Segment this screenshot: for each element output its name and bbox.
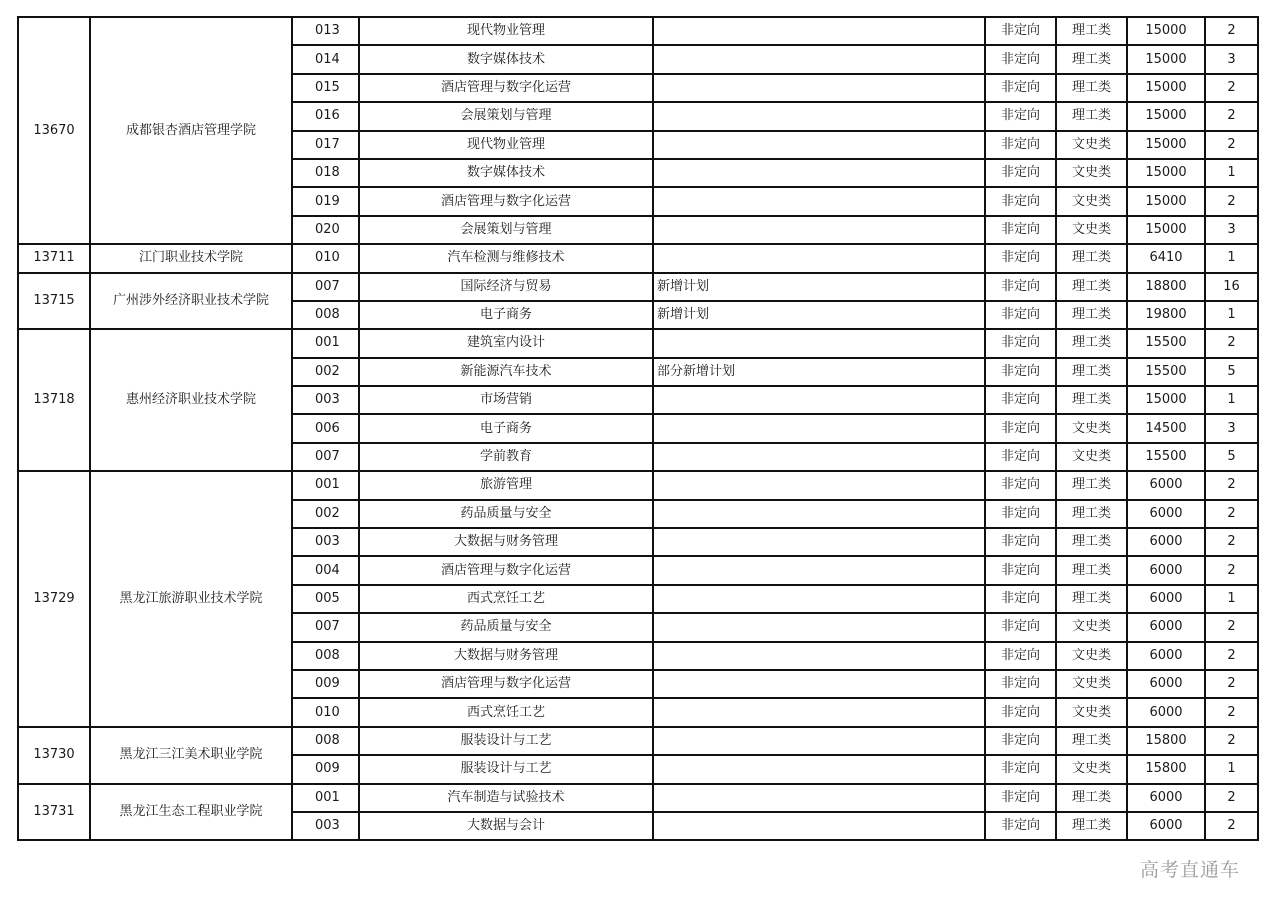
category-cell: 理工类: [1056, 471, 1127, 499]
category-cell: 文史类: [1056, 670, 1127, 698]
major-name-cell: 现代物业管理: [359, 131, 653, 159]
direction-cell: 非定向: [985, 642, 1056, 670]
table-row: [18, 273, 1258, 301]
remark-cell: 部分新增计划: [653, 358, 985, 386]
tuition-cell: 6000: [1127, 500, 1205, 528]
category-cell: 理工类: [1056, 386, 1127, 414]
quota-cell: 1: [1205, 244, 1258, 272]
table-row: [18, 329, 1258, 357]
quota-cell: 5: [1205, 443, 1258, 471]
school-name-cell: 惠州经济职业技术学院: [90, 329, 292, 471]
category-cell: 理工类: [1056, 528, 1127, 556]
quota-cell: 3: [1205, 414, 1258, 442]
school-code-cell: 13711: [18, 244, 90, 272]
major-code-cell: 020: [292, 216, 359, 244]
direction-cell: 非定向: [985, 812, 1056, 840]
major-code-cell: 001: [292, 784, 359, 812]
major-code-cell: 008: [292, 301, 359, 329]
quota-cell: 1: [1205, 755, 1258, 783]
direction-cell: 非定向: [985, 159, 1056, 187]
table-row: [18, 471, 1258, 499]
major-name-cell: 药品质量与安全: [359, 613, 653, 641]
major-code-cell: 013: [292, 17, 359, 45]
remark-cell: [653, 329, 985, 357]
remark-cell: [653, 556, 985, 584]
category-cell: 文史类: [1056, 414, 1127, 442]
major-name-cell: 现代物业管理: [359, 17, 653, 45]
direction-cell: 非定向: [985, 414, 1056, 442]
tuition-cell: 15000: [1127, 45, 1205, 73]
direction-cell: 非定向: [985, 556, 1056, 584]
school-name-cell: 黑龙江旅游职业技术学院: [90, 471, 292, 727]
major-code-cell: 009: [292, 670, 359, 698]
major-code-cell: 007: [292, 273, 359, 301]
major-name-cell: 酒店管理与数字化运营: [359, 670, 653, 698]
quota-cell: 2: [1205, 74, 1258, 102]
school-name-cell: 广州涉外经济职业技术学院: [90, 273, 292, 330]
quota-cell: 3: [1205, 216, 1258, 244]
school-code-cell: 13715: [18, 273, 90, 330]
category-cell: 理工类: [1056, 585, 1127, 613]
direction-cell: 非定向: [985, 45, 1056, 73]
school-code-cell: 13670: [18, 17, 90, 244]
direction-cell: 非定向: [985, 273, 1056, 301]
remark-cell: [653, 131, 985, 159]
quota-cell: 1: [1205, 386, 1258, 414]
remark-cell: [653, 500, 985, 528]
major-name-cell: 电子商务: [359, 301, 653, 329]
direction-cell: 非定向: [985, 613, 1056, 641]
tuition-cell: 6000: [1127, 812, 1205, 840]
remark-cell: [653, 216, 985, 244]
quota-cell: 3: [1205, 45, 1258, 73]
major-name-cell: 大数据与财务管理: [359, 642, 653, 670]
remark-cell: [653, 471, 985, 499]
school-code-cell: 13718: [18, 329, 90, 471]
direction-cell: 非定向: [985, 216, 1056, 244]
major-name-cell: 大数据与会计: [359, 812, 653, 840]
quota-cell: 2: [1205, 642, 1258, 670]
major-name-cell: 酒店管理与数字化运营: [359, 187, 653, 215]
school-name-cell: 成都银杏酒店管理学院: [90, 17, 292, 244]
tuition-cell: 15000: [1127, 187, 1205, 215]
major-code-cell: 005: [292, 585, 359, 613]
major-code-cell: 010: [292, 698, 359, 726]
direction-cell: 非定向: [985, 358, 1056, 386]
tuition-cell: 15000: [1127, 159, 1205, 187]
major-code-cell: 009: [292, 755, 359, 783]
school-name-cell: 江门职业技术学院: [90, 244, 292, 272]
tuition-cell: 15000: [1127, 216, 1205, 244]
direction-cell: 非定向: [985, 443, 1056, 471]
major-name-cell: 旅游管理: [359, 471, 653, 499]
major-name-cell: 学前教育: [359, 443, 653, 471]
tuition-cell: 14500: [1127, 414, 1205, 442]
tuition-cell: 15800: [1127, 727, 1205, 755]
quota-cell: 1: [1205, 159, 1258, 187]
major-name-cell: 新能源汽车技术: [359, 358, 653, 386]
major-code-cell: 006: [292, 414, 359, 442]
table-body: [18, 17, 1258, 840]
direction-cell: 非定向: [985, 102, 1056, 130]
major-name-cell: 市场营销: [359, 386, 653, 414]
tuition-cell: 15500: [1127, 358, 1205, 386]
category-cell: 理工类: [1056, 273, 1127, 301]
tuition-cell: 15000: [1127, 386, 1205, 414]
school-name-cell: 黑龙江生态工程职业学院: [90, 784, 292, 841]
major-code-cell: 007: [292, 613, 359, 641]
quota-cell: 2: [1205, 613, 1258, 641]
remark-cell: [653, 613, 985, 641]
major-name-cell: 服装设计与工艺: [359, 727, 653, 755]
direction-cell: 非定向: [985, 755, 1056, 783]
remark-cell: [653, 244, 985, 272]
quota-cell: 2: [1205, 500, 1258, 528]
remark-cell: [653, 414, 985, 442]
quota-cell: 2: [1205, 812, 1258, 840]
quota-cell: 2: [1205, 698, 1258, 726]
major-name-cell: 服装设计与工艺: [359, 755, 653, 783]
quota-cell: 2: [1205, 471, 1258, 499]
table-row: [18, 17, 1258, 45]
major-code-cell: 019: [292, 187, 359, 215]
major-name-cell: 数字媒体技术: [359, 45, 653, 73]
major-code-cell: 018: [292, 159, 359, 187]
major-name-cell: 电子商务: [359, 414, 653, 442]
remark-cell: [653, 698, 985, 726]
category-cell: 理工类: [1056, 102, 1127, 130]
watermark: 高考直通车: [1140, 859, 1241, 881]
major-name-cell: 会展策划与管理: [359, 102, 653, 130]
direction-cell: 非定向: [985, 585, 1056, 613]
major-name-cell: 酒店管理与数字化运营: [359, 556, 653, 584]
tuition-cell: 6000: [1127, 698, 1205, 726]
tuition-cell: 6000: [1127, 670, 1205, 698]
quota-cell: 2: [1205, 17, 1258, 45]
category-cell: 文史类: [1056, 642, 1127, 670]
major-name-cell: 汽车制造与试验技术: [359, 784, 653, 812]
major-name-cell: 酒店管理与数字化运营: [359, 74, 653, 102]
remark-cell: [653, 102, 985, 130]
quota-cell: 2: [1205, 528, 1258, 556]
major-code-cell: 002: [292, 500, 359, 528]
quota-cell: 1: [1205, 301, 1258, 329]
major-name-cell: 西式烹饪工艺: [359, 698, 653, 726]
direction-cell: 非定向: [985, 784, 1056, 812]
quota-cell: 2: [1205, 670, 1258, 698]
category-cell: 理工类: [1056, 244, 1127, 272]
remark-cell: [653, 812, 985, 840]
category-cell: 文史类: [1056, 159, 1127, 187]
remark-cell: [653, 386, 985, 414]
major-code-cell: 010: [292, 244, 359, 272]
tuition-cell: 15000: [1127, 74, 1205, 102]
tuition-cell: 18800: [1127, 273, 1205, 301]
major-name-cell: 国际经济与贸易: [359, 273, 653, 301]
remark-cell: [653, 45, 985, 73]
direction-cell: 非定向: [985, 301, 1056, 329]
tuition-cell: 15500: [1127, 329, 1205, 357]
major-name-cell: 大数据与财务管理: [359, 528, 653, 556]
direction-cell: 非定向: [985, 131, 1056, 159]
direction-cell: 非定向: [985, 386, 1056, 414]
table-row: [18, 784, 1258, 812]
remark-cell: [653, 159, 985, 187]
school-code-cell: 13729: [18, 471, 90, 727]
category-cell: 文史类: [1056, 698, 1127, 726]
direction-cell: 非定向: [985, 500, 1056, 528]
remark-cell: [653, 443, 985, 471]
tuition-cell: 15000: [1127, 17, 1205, 45]
remark-cell: [653, 74, 985, 102]
category-cell: 理工类: [1056, 727, 1127, 755]
tuition-cell: 19800: [1127, 301, 1205, 329]
category-cell: 文史类: [1056, 187, 1127, 215]
major-code-cell: 017: [292, 131, 359, 159]
quota-cell: 2: [1205, 102, 1258, 130]
direction-cell: 非定向: [985, 727, 1056, 755]
tuition-cell: 6000: [1127, 642, 1205, 670]
major-code-cell: 001: [292, 471, 359, 499]
school-code-cell: 13731: [18, 784, 90, 841]
direction-cell: 非定向: [985, 670, 1056, 698]
major-code-cell: 014: [292, 45, 359, 73]
tuition-cell: 6410: [1127, 244, 1205, 272]
major-name-cell: 汽车检测与维修技术: [359, 244, 653, 272]
tuition-cell: 6000: [1127, 784, 1205, 812]
category-cell: 文史类: [1056, 443, 1127, 471]
table-row: [18, 727, 1258, 755]
major-code-cell: 001: [292, 329, 359, 357]
direction-cell: 非定向: [985, 17, 1056, 45]
major-code-cell: 003: [292, 528, 359, 556]
direction-cell: 非定向: [985, 74, 1056, 102]
category-cell: 文史类: [1056, 216, 1127, 244]
major-code-cell: 004: [292, 556, 359, 584]
category-cell: 理工类: [1056, 301, 1127, 329]
quota-cell: 2: [1205, 784, 1258, 812]
category-cell: 文史类: [1056, 131, 1127, 159]
quota-cell: 1: [1205, 585, 1258, 613]
major-name-cell: 建筑室内设计: [359, 329, 653, 357]
remark-cell: [653, 727, 985, 755]
direction-cell: 非定向: [985, 471, 1056, 499]
remark-cell: 新增计划: [653, 301, 985, 329]
school-code-cell: 13730: [18, 727, 90, 784]
remark-cell: [653, 585, 985, 613]
quota-cell: 2: [1205, 329, 1258, 357]
quota-cell: 2: [1205, 187, 1258, 215]
direction-cell: 非定向: [985, 698, 1056, 726]
major-code-cell: 008: [292, 727, 359, 755]
table-row: [18, 244, 1258, 272]
admission-plan-table: [17, 16, 1259, 841]
category-cell: 理工类: [1056, 812, 1127, 840]
direction-cell: 非定向: [985, 244, 1056, 272]
major-name-cell: 数字媒体技术: [359, 159, 653, 187]
category-cell: 文史类: [1056, 755, 1127, 783]
tuition-cell: 15500: [1127, 443, 1205, 471]
quota-cell: 16: [1205, 273, 1258, 301]
remark-cell: [653, 528, 985, 556]
remark-cell: [653, 187, 985, 215]
quota-cell: 5: [1205, 358, 1258, 386]
major-code-cell: 016: [292, 102, 359, 130]
tuition-cell: 6000: [1127, 613, 1205, 641]
remark-cell: [653, 784, 985, 812]
category-cell: 理工类: [1056, 500, 1127, 528]
tuition-cell: 15000: [1127, 131, 1205, 159]
tuition-cell: 6000: [1127, 528, 1205, 556]
major-name-cell: 会展策划与管理: [359, 216, 653, 244]
tuition-cell: 15800: [1127, 755, 1205, 783]
direction-cell: 非定向: [985, 528, 1056, 556]
major-code-cell: 003: [292, 812, 359, 840]
major-code-cell: 003: [292, 386, 359, 414]
category-cell: 理工类: [1056, 45, 1127, 73]
category-cell: 理工类: [1056, 74, 1127, 102]
direction-cell: 非定向: [985, 329, 1056, 357]
quota-cell: 2: [1205, 131, 1258, 159]
category-cell: 理工类: [1056, 358, 1127, 386]
major-name-cell: 西式烹饪工艺: [359, 585, 653, 613]
direction-cell: 非定向: [985, 187, 1056, 215]
category-cell: 理工类: [1056, 556, 1127, 584]
tuition-cell: 15000: [1127, 102, 1205, 130]
quota-cell: 2: [1205, 556, 1258, 584]
major-code-cell: 015: [292, 74, 359, 102]
tuition-cell: 6000: [1127, 556, 1205, 584]
remark-cell: [653, 670, 985, 698]
major-code-cell: 007: [292, 443, 359, 471]
major-name-cell: 药品质量与安全: [359, 500, 653, 528]
major-code-cell: 008: [292, 642, 359, 670]
tuition-cell: 6000: [1127, 471, 1205, 499]
category-cell: 理工类: [1056, 17, 1127, 45]
school-name-cell: 黑龙江三江美术职业学院: [90, 727, 292, 784]
quota-cell: 2: [1205, 727, 1258, 755]
remark-cell: [653, 755, 985, 783]
tuition-cell: 6000: [1127, 585, 1205, 613]
major-code-cell: 002: [292, 358, 359, 386]
category-cell: 理工类: [1056, 329, 1127, 357]
category-cell: 文史类: [1056, 613, 1127, 641]
remark-cell: [653, 642, 985, 670]
remark-cell: [653, 17, 985, 45]
category-cell: 理工类: [1056, 784, 1127, 812]
remark-cell: 新增计划: [653, 273, 985, 301]
